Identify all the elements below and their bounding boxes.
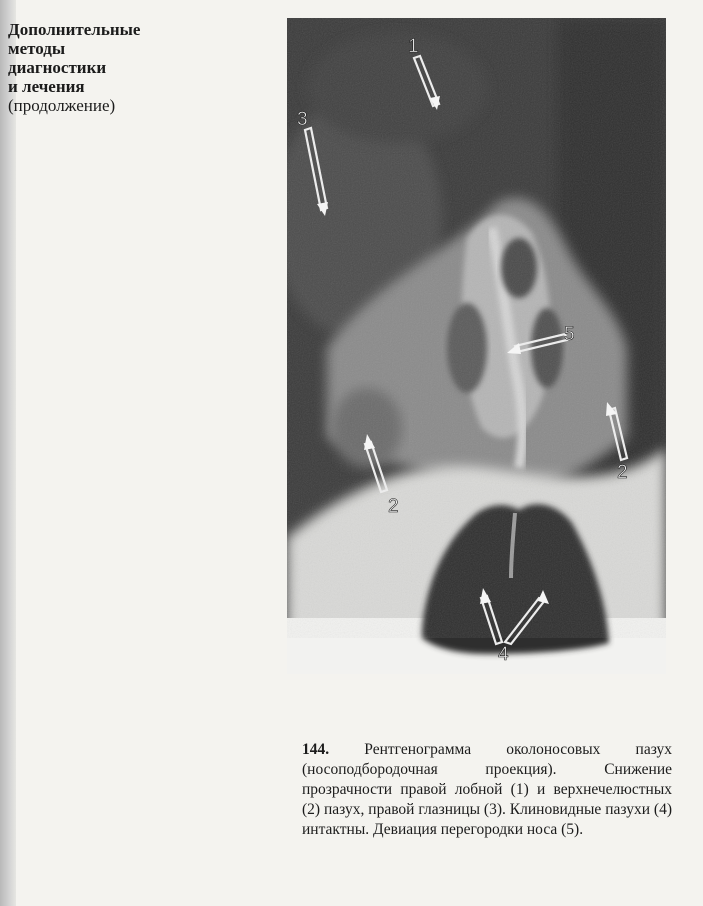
- section-heading: [8, 20, 208, 115]
- xray-figure: [287, 18, 666, 674]
- page-edge-shadow: [0, 0, 16, 906]
- heading-line: методы: [8, 39, 66, 58]
- marker-1: 1: [408, 36, 419, 57]
- figure-caption: [302, 740, 672, 840]
- xray-image: [287, 18, 666, 674]
- marker-4: 4: [498, 644, 509, 665]
- heading-line: Дополнительные: [8, 20, 141, 39]
- figure-number: 144.: [302, 741, 330, 758]
- heading-subtitle: (продолжение): [8, 96, 116, 115]
- marker-2-left: 2: [388, 496, 399, 517]
- heading-line: диагностики: [8, 58, 107, 77]
- marker-5: 5: [564, 324, 575, 345]
- marker-3: 3: [297, 109, 308, 130]
- caption-text: Рентгенограмма околоносовых пазух (носоподбородочная проекция). Снижение прозрачности правой лобной (1) и верхнечелюстных (2) пазух, правой глазницы (3). Клиновидные пазухи (4) интактны. Девиация перегородки носа (5).: [302, 741, 672, 838]
- marker-2-right: 2: [617, 462, 628, 483]
- heading-line: и лечения: [8, 77, 85, 96]
